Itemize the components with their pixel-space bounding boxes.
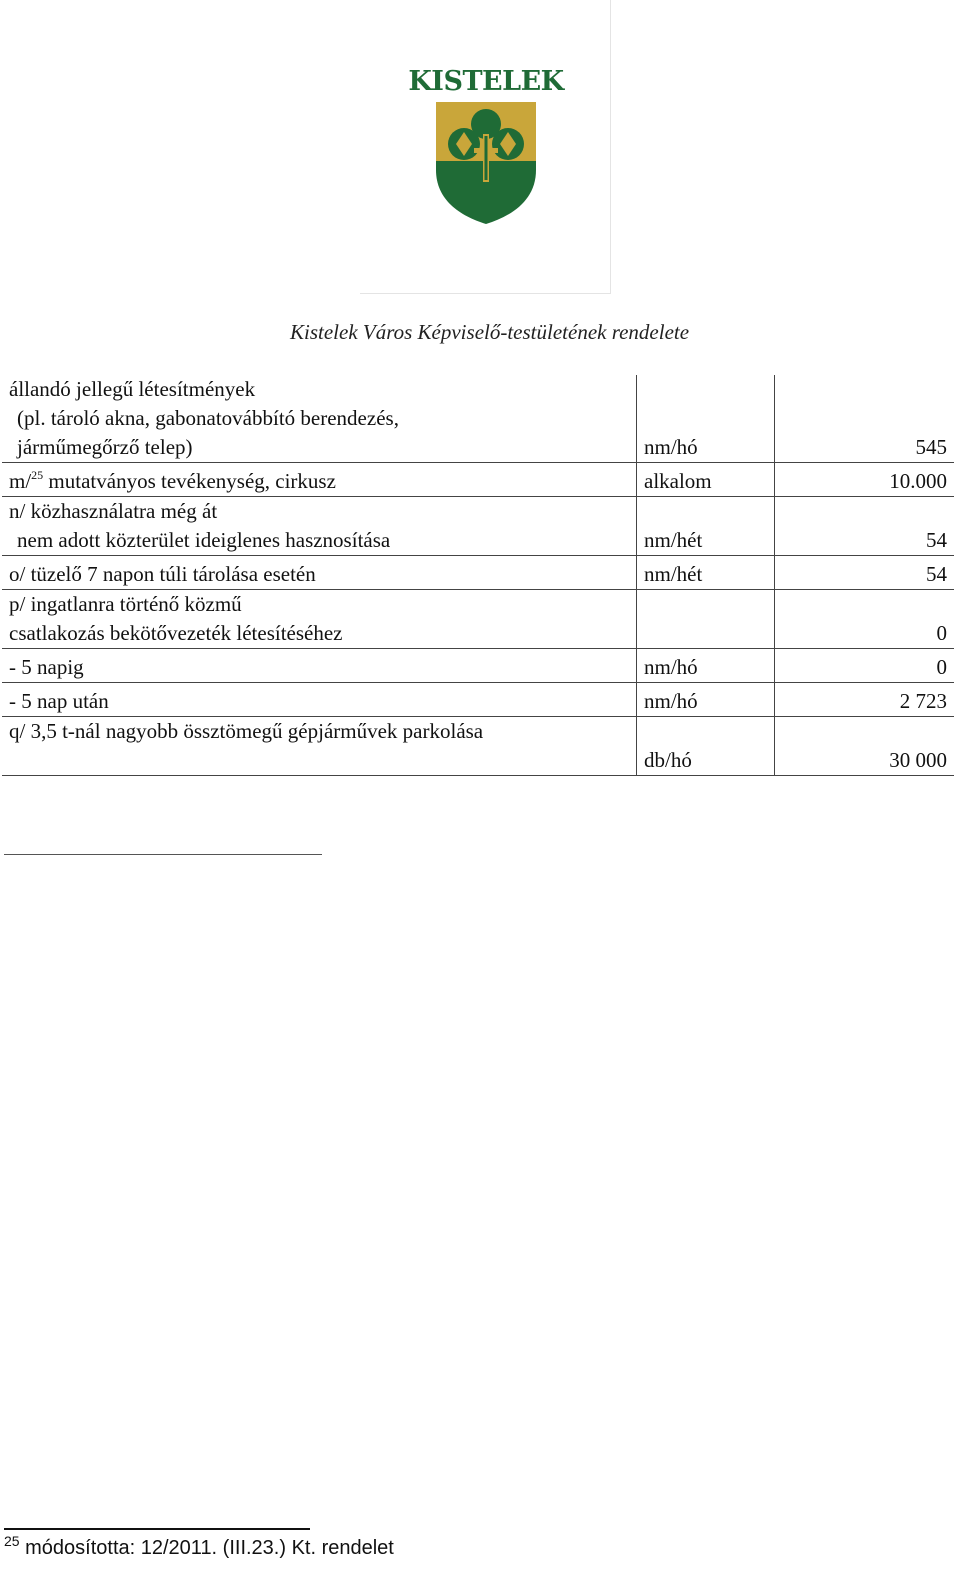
row-value: 0: [775, 649, 955, 683]
row-unit: db/hó: [637, 717, 775, 776]
table-row: [2, 375, 954, 463]
divider: [4, 854, 322, 855]
row-description: m/$^{25}$ mutatványos tevékenység, cirkusz: [9, 468, 336, 493]
footnote-text: módosította: 12/2011. (III.23.) Kt. rendelet: [19, 1537, 394, 1559]
table-row: [2, 683, 954, 717]
row-unit: nm/hó: [637, 649, 775, 683]
row-unit: nm/hét: [637, 497, 775, 556]
row-value: 54: [775, 497, 955, 556]
row-value: 10.000: [775, 463, 955, 497]
row-value: 0: [775, 590, 955, 649]
footnote: [4, 1533, 394, 1560]
row-description: o/ tüzelő 7 napon túli tárolása esetén: [9, 562, 316, 586]
table-row: [2, 497, 954, 556]
row-description: p/ ingatlanra történő közmű csatlakozás bekötővezeték létesítéséhez: [9, 592, 343, 645]
row-unit: nm/hét: [637, 556, 775, 590]
table-row: [2, 649, 954, 683]
document-header: Kistelek Város Képviselő-testületének rendelete: [290, 320, 690, 344]
row-description: n/ közhasználatra még át nem adott közterület ideiglenes hasznosítása: [9, 499, 391, 552]
row-description: q/ 3,5 t-nál nagyobb össztömegű gépjárművek parkolása: [9, 719, 484, 743]
row-value: 54: [775, 556, 955, 590]
table-row: [2, 463, 954, 497]
row-description: - 5 napig: [9, 655, 84, 679]
fee-table: [2, 375, 954, 776]
table-row: [2, 590, 954, 649]
footnote-number: 25: [4, 1533, 20, 1549]
row-unit: nm/hó: [637, 375, 775, 463]
footnote-ref[interactable]: 25: [31, 468, 44, 482]
row-value: 545: [775, 375, 955, 463]
coat-of-arms-icon: [434, 100, 538, 226]
row-unit: nm/hó: [637, 683, 775, 717]
footnote-separator: [4, 1528, 310, 1530]
row-value: 30 000: [775, 717, 955, 776]
row-description: állandó jellegű létesítmények (pl. tároló akna, gabonatovábbító berendezés, járműmegőrző telep): [9, 377, 399, 459]
table-row: [2, 717, 954, 776]
row-value: 2 723: [775, 683, 955, 717]
table-row: [2, 556, 954, 590]
row-description: - 5 nap után: [9, 689, 109, 713]
row-unit: [637, 590, 775, 649]
row-unit: alkalom: [637, 463, 775, 497]
logo-title: KISTELEK: [408, 66, 564, 97]
